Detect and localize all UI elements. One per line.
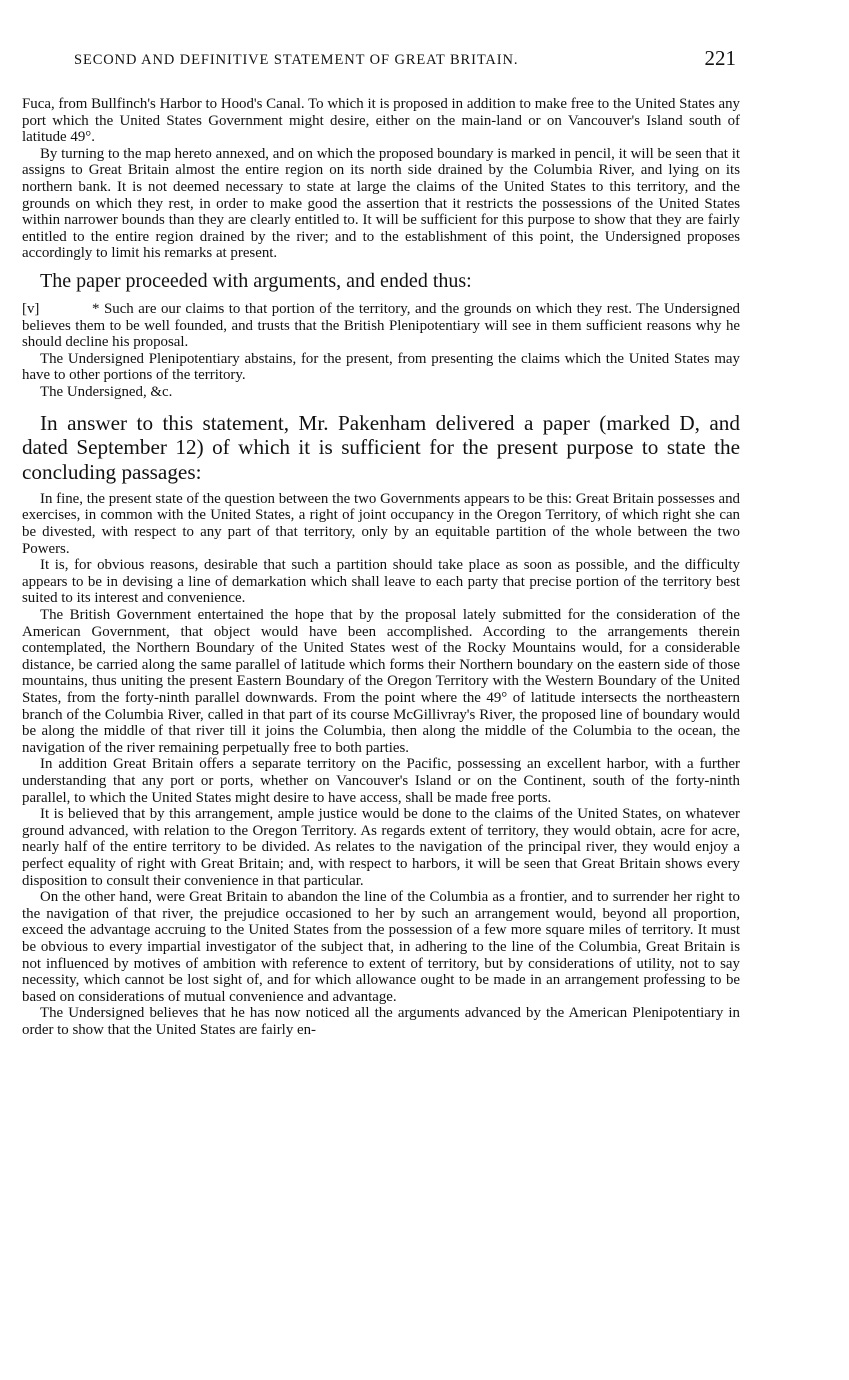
- paragraph: The Undersigned Plenipotentiary abstains, for the present, from presenting the claims which the United States may have to other portions of the territory.: [22, 350, 740, 384]
- page-number: 221: [704, 46, 736, 70]
- paragraph: In fine, the present state of the question between the two Governments appears to be this: Great Britain possesses and exercises, in common with the United States, a right of joint occupancy in the Oregon Territory, of which right she can be divested, with respect to any part of that territory, only by an equitable partition of the whole between the two Powers.: [22, 490, 740, 557]
- paragraph: On the other hand, were Great Britain to abandon the line of the Columbia as a frontier, and to surrender her right to the navigation of that river, the prejudice occasioned to her by such an arrangement would, beyond all proportion, exceed the advantage accruing to the United States from the possession of a few more square miles of territory. It must be obvious to every impartial investigator of the subject that, in adhering to the line of the Columbia, Great Britain is not influenced by motives of ambition with reference to extent of territory, but by considerations of utility, not to say necessity, which cannot be lost sight of, and for which allowance ought to be made in an arrangement professing to be based on considerations of mutual convenience and advantage.: [22, 889, 740, 1005]
- paragraph: By turning to the map hereto annexed, and on which the proposed boundary is marked in pencil, it will be seen that it assigns to Great Britain almost the entire region on its north side drained by the Columbia River, and lying on its northern bank. It is not deemed necessary to state at large the claims of the United States to this territory, and the grounds on which they rest, in order to make good the assertion that it restricts the possessions of the United States within narrower bounds than they are clearly entitled to. It will be sufficient for this purpose to show that they are fairly entitled to the entire region drained by the river; and to the establishment of this point, the Undersigned proposes accordingly to limit his remarks at present.: [22, 145, 740, 262]
- paragraph: The Undersigned believes that he has now noticed all the arguments advanced by the American Plenipotentiary in order to show that the United States are fairly en-: [22, 1005, 740, 1038]
- closing-line: The Undersigned, &c.: [40, 383, 173, 400]
- marked-paragraph: [22, 301, 740, 351]
- running-title: SECOND AND DEFINITIVE STATEMENT OF GREAT BRITAIN.: [74, 52, 519, 68]
- paragraph: * Such are our claims to that portion of the territory, and the grounds on which they rest. The Undersigned believes them to be well founded, and trusts that the British Plenipotentiary will see in them sufficient reasons why he should decline his proposal.: [22, 300, 740, 351]
- paragraph: The British Government entertained the hope that by the proposal lately submitted for the consideration of the American Government, that object would have been accomplished. According to the arrangements therein contemplated, the Northern Boundary of the United States west of the Rocky Mountains would, for a considerable distance, be carried along the same parallel of latitude which forms their Northern boundary on the eastern side of those mountains, thus uniting the present Eastern Boundary of the Oregon Territory with the Western Boundary of the United States, from the forty-ninth parallel downwards. From the point where the 49° of latitude intersects the northeastern branch of the Columbia River, called in that part of its course McGillivray's River, the proposed line of boundary would be along the middle of that river till it joins the Columbia, then along the middle of the Columbia to the ocean, the navigation of the river remaining perpetually free to both parties.: [22, 607, 740, 756]
- paragraph: In addition Great Britain offers a separate territory on the Pacific, possessing an excellent harbor, with a further understanding that any port or ports, whether on Vancouver's Island or on the Continent, south of the forty-ninth parallel, to which the United States might desire to have access, shall be made free ports.: [22, 756, 740, 806]
- paragraph: It is believed that by this arrangement, ample justice would be done to the claims of the United States, on whatever ground advanced, with relation to the Oregon Territory. As regards extent of territory, they would obtain, acre for acre, nearly half of the entire territory to be divided. As relates to the navigation of the principal river, they would enjoy a perfect equality of right with Great Britain; and, with respect to harbors, it will be seen that Great Britain shows every disposition to consult their convenience in that particular.: [22, 806, 740, 889]
- page-body: [22, 96, 740, 1038]
- narrative-heading: The paper proceeded with arguments, and ended thus:: [40, 269, 472, 292]
- narrative-heading: In answer to this statement, Mr. Pakenham delivered a paper (marked D, and dated September 12) of which it is sufficient for the present purpose to state the concluding passages:: [22, 410, 740, 485]
- paragraph: It is, for obvious reasons, desirable that such a partition should take place as soon as possible, and the difficulty appears to be in devising a line of demarkation which shall leave to each party that precise portion of the territory best suited to its interest and convenience.: [22, 557, 740, 607]
- page-header: [70, 46, 736, 76]
- section-marker: [v]: [22, 300, 40, 317]
- paragraph-continued: Fuca, from Bullfinch's Harbor to Hood's Canal. To which it is proposed in addition to make free to the United States any port which the United States Government might desire, either on the main-land or on Vancouver's Island south of latitude 49°.: [22, 96, 740, 146]
